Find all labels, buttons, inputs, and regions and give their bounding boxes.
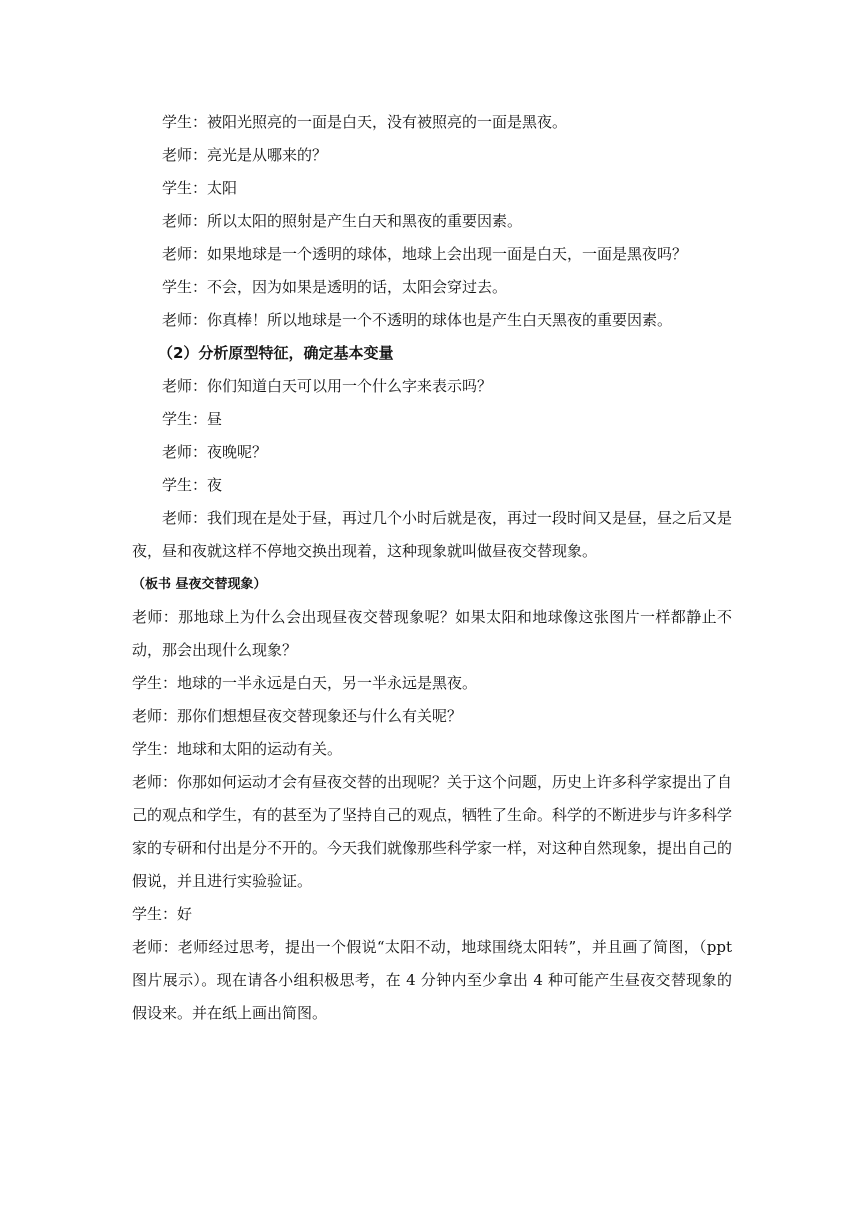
paragraph: 老师：那地球上为什么会出现昼夜交替现象呢？如果太阳和地球像这张图片一样都静止不动，那会出现什么现象？ <box>132 608 732 659</box>
paragraph: 老师：亮光是从哪来的？ <box>162 146 328 164</box>
paragraph: 老师：老师经过思考，提出一个假说“太阳不动，地球围绕太阳转”，并且画了简图，（ppt 图片展示）。现在请各小组积极思考，在 4 分钟内至少拿出 4 种可能产生昼夜交替现象的假设来。并在纸上画出简图。 <box>132 938 732 1022</box>
paragraph: 老师：夜晚呢？ <box>162 443 268 461</box>
paragraph: 老师：你那如何运动才会有昼夜交替的出现呢？关于这个问题，历史上许多科学家提出了自己的观点和学生，有的甚至为了坚持自己的观点，牺牲了生命。科学的不断进步与许多科学家的专研和付出是分不开的。今天我们就像那些科学家一样，对这种自然现象，提出自己的假说，并且进行实验验证。 <box>132 773 733 890</box>
paragraph: 学生：地球和太阳的运动有关。 <box>132 740 343 758</box>
blackboard-note: （板书 昼夜交替现象） <box>132 577 267 592</box>
section-heading: （2）分析原型特征，确定基本变量 <box>158 344 394 362</box>
paragraph: 学生：太阳 <box>162 179 238 197</box>
paragraph: 学生：被阳光照亮的一面是白天，没有被照亮的一面是黑夜。 <box>162 113 568 131</box>
paragraph: 老师：那你们想想昼夜交替现象还与什么有关呢？ <box>132 707 463 725</box>
paragraph: 老师：你真棒！所以地球是一个不透明的球体也是产生白天黑夜的重要因素。 <box>162 311 673 329</box>
paragraph: 学生：夜 <box>162 476 223 494</box>
paragraph: 学生：地球的一半永远是白天，另一半永远是黑夜。 <box>132 674 478 692</box>
paragraph: 学生：不会，因为如果是透明的话，太阳会穿过去。 <box>162 278 508 296</box>
paragraph: 老师：你们知道白天可以用一个什么字来表示吗？ <box>162 377 493 395</box>
paragraph: 老师：所以太阳的照射是产生白天和黑夜的重要因素。 <box>162 212 523 230</box>
paragraph: 老师：如果地球是一个透明的球体，地球上会出现一面是白天，一面是黑夜吗？ <box>162 245 688 263</box>
document-body <box>132 106 732 1030</box>
paragraph: 学生：昼 <box>162 410 223 428</box>
paragraph: 老师：我们现在是处于昼，再过几个小时后就是夜，再过一段时间又是昼，昼之后又是夜，昼和夜就这样不停地交换出现着，这种现象就叫做昼夜交替现象。 <box>132 509 733 560</box>
paragraph: 学生：好 <box>132 905 193 923</box>
